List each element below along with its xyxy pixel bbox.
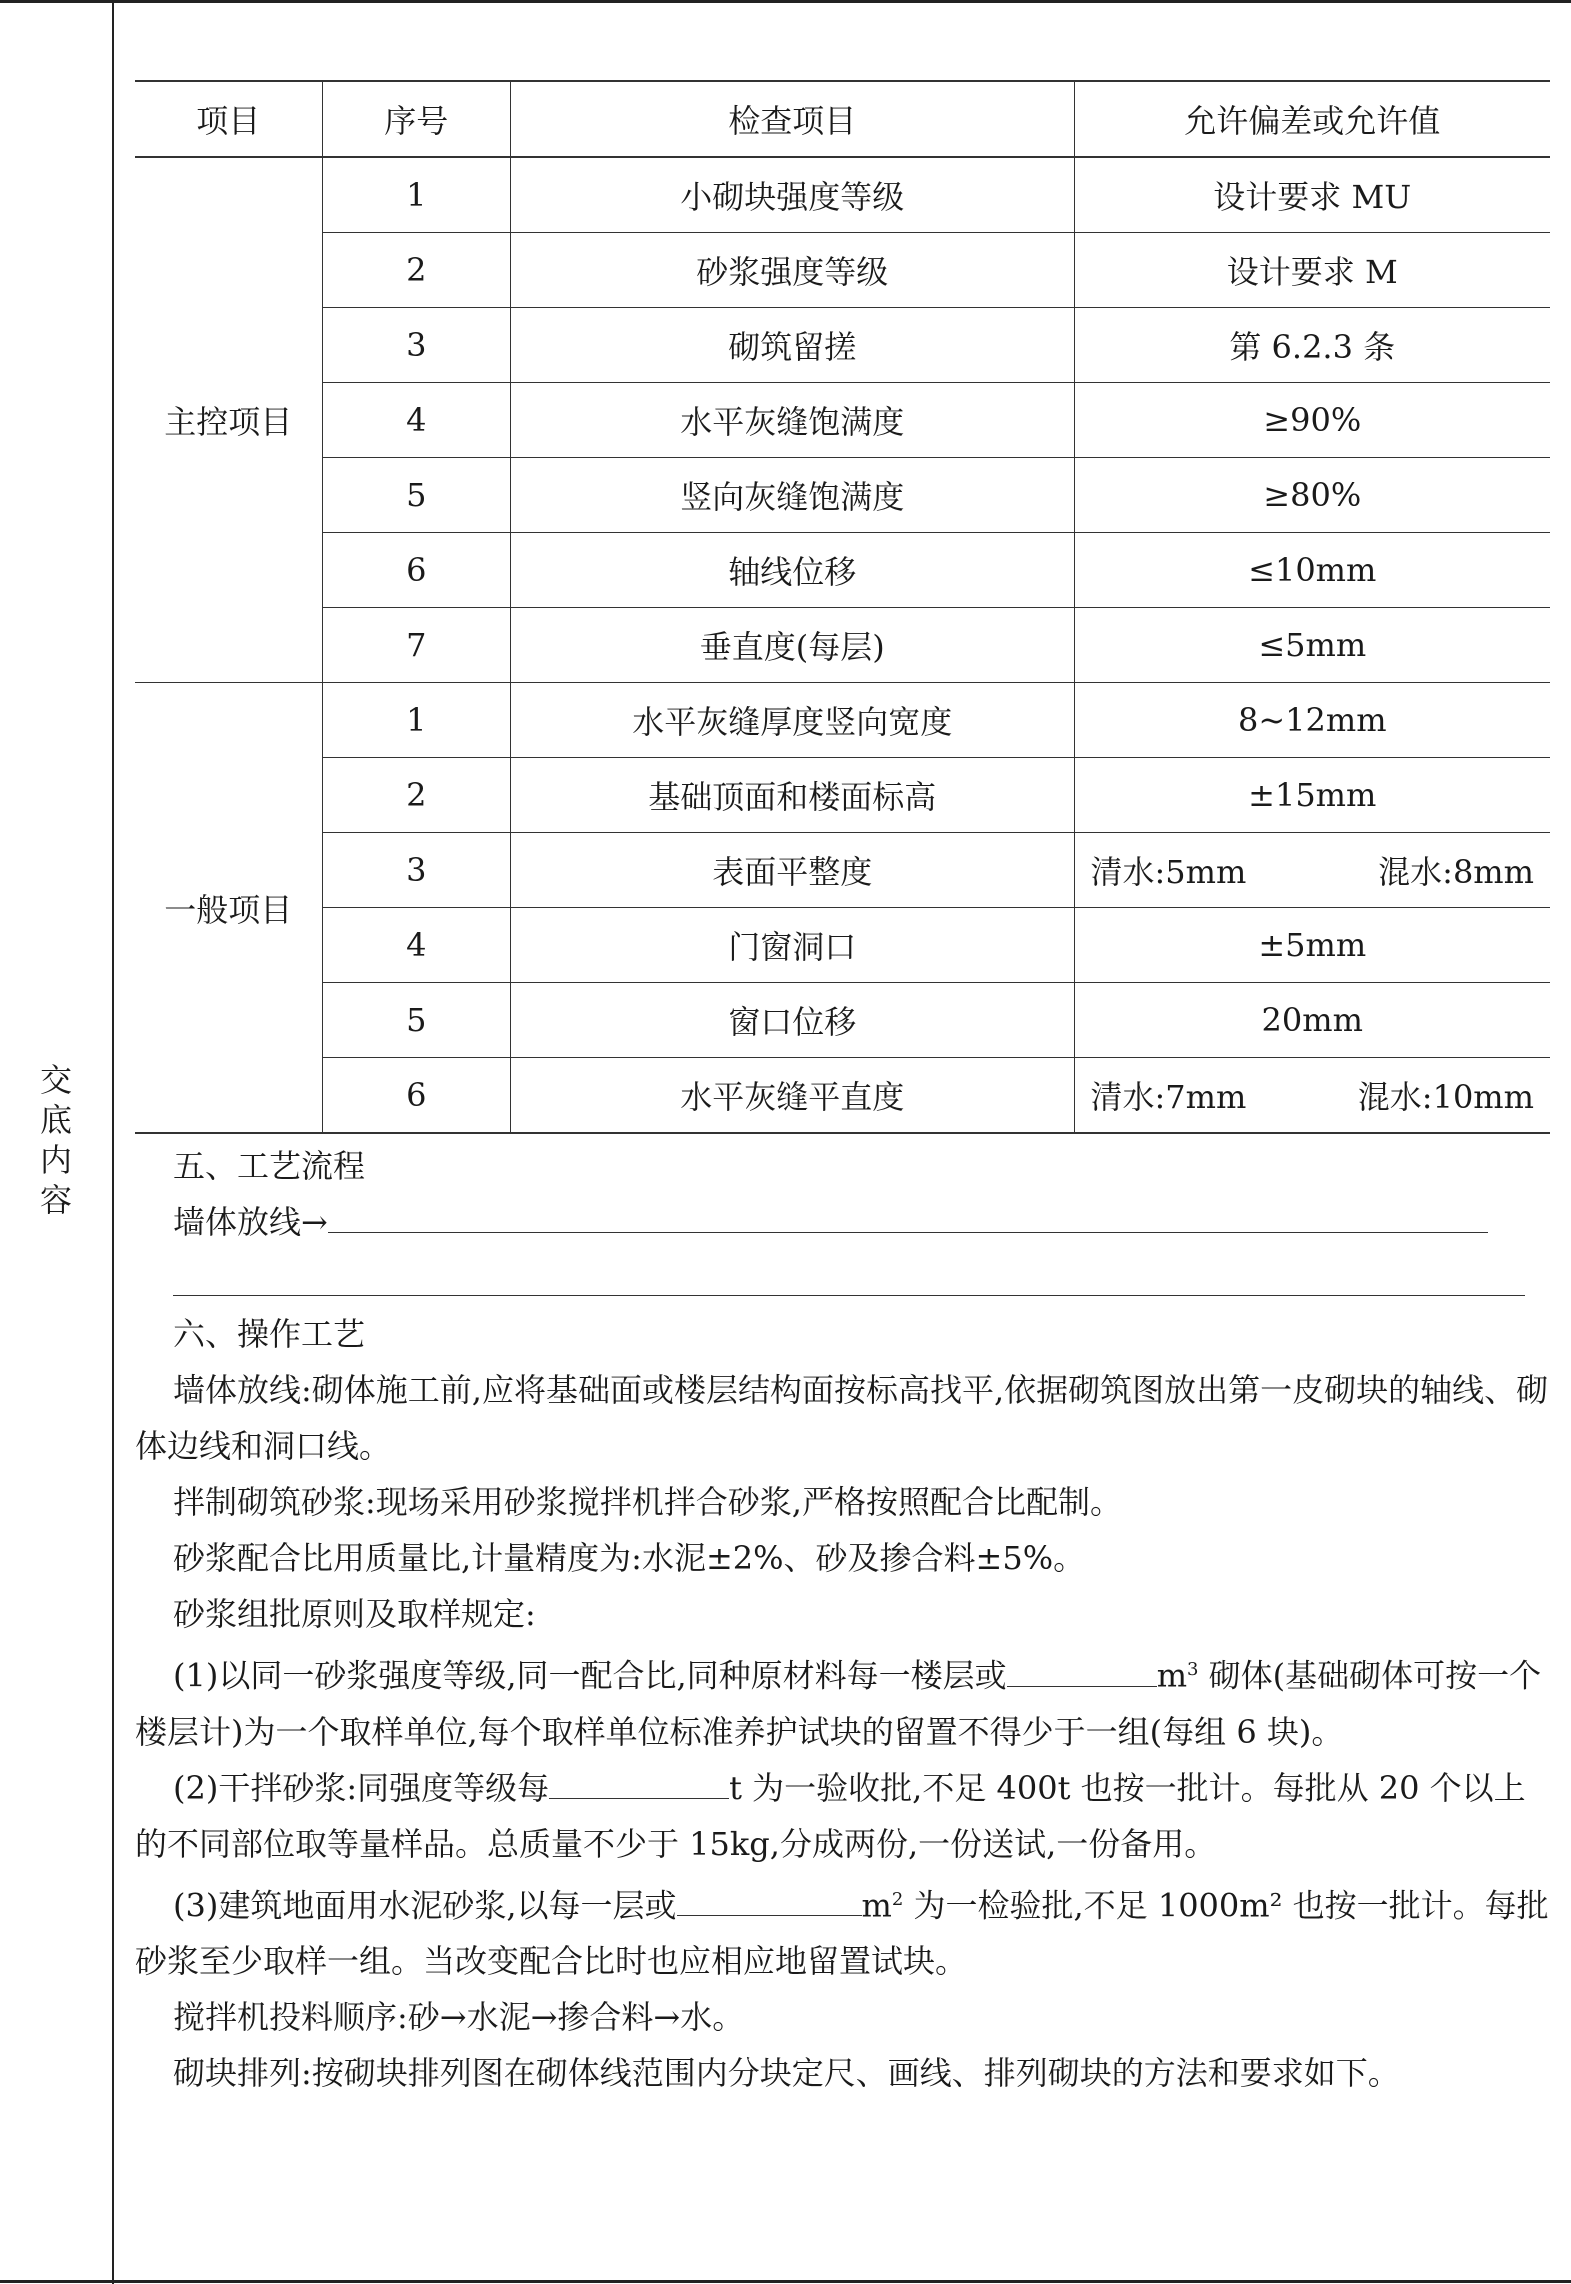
- row-number: 5: [322, 458, 511, 533]
- row-item: 水平灰缝平直度: [511, 1058, 1074, 1134]
- row-number: 1: [322, 683, 511, 758]
- row-value: ±5mm: [1074, 908, 1550, 983]
- left-column-rule: [112, 0, 114, 2284]
- bottom-rule: [0, 2280, 1571, 2283]
- table-row: [135, 608, 1550, 683]
- paragraph-mortar-mixing: 拌制砌筑砂浆:现场采用砂浆搅拌机拌合砂浆,严格按照配合比配制。: [173, 1483, 1122, 1521]
- paragraph-feeding-order: 搅拌机投料顺序:砂→水泥→掺合料→水。: [173, 1998, 745, 2037]
- group-general: 一般项目: [135, 683, 322, 1134]
- side-label: [34, 1060, 78, 1220]
- rule-1-text-a: (1)以同一砂浆强度等级,同一配合比,同种原材料每一楼层或: [173, 1656, 1007, 1695]
- row-number: 4: [322, 908, 511, 983]
- rule-2-text-a: (2)干拌砂浆:同强度等级每: [173, 1768, 550, 1807]
- row-item: 小砌块强度等级: [511, 157, 1074, 233]
- paragraph-rule-2: [135, 1760, 1550, 1872]
- row-item: 竖向灰缝饱满度: [511, 458, 1074, 533]
- table-row: [135, 458, 1550, 533]
- row-value: 设计要求 MU: [1074, 157, 1550, 233]
- row-number: 2: [322, 758, 511, 833]
- table-row: [135, 833, 1550, 908]
- section-6-title: 六、操作工艺: [173, 1315, 366, 1353]
- row-value: ≥80%: [1074, 458, 1550, 533]
- inspection-table: [135, 80, 1550, 1134]
- row-number: 6: [322, 533, 511, 608]
- row-item: 基础顶面和楼面标高: [511, 758, 1074, 833]
- row-item: 砌筑留搓: [511, 308, 1074, 383]
- table-row: [135, 758, 1550, 833]
- row-item: 水平灰缝厚度竖向宽度: [511, 683, 1074, 758]
- rule-3-text-a: (3)建筑地面用水泥砂浆,以每一层或: [173, 1886, 677, 1925]
- row-number: 5: [322, 983, 511, 1058]
- row-item: 门窗洞口: [511, 908, 1074, 983]
- rule-2-text-b: t 为一验收批,不足 400t 也按一批计。每批从 20 个以上的不同部位取等量样品。总质量不少于 15kg,分成两份,一份送试,一份备用。: [135, 1768, 1526, 1863]
- table-row: [135, 908, 1550, 983]
- row-value-split: [1074, 1058, 1550, 1134]
- value-mixed-water: 混水:10mm: [1357, 1078, 1534, 1116]
- row-number: 3: [322, 833, 511, 908]
- rule-1-text-b: 砌体(基础砌体可按一个楼层计)为一个取样单位,每个取样单位标准养护试块的留置不得少于一组(每组 6 块)。: [135, 1656, 1542, 1751]
- rule-1-unit: m: [1156, 1656, 1188, 1695]
- table-row: [135, 983, 1550, 1058]
- side-label-char: 交: [39, 1061, 72, 1099]
- flow-blank-line-2: [135, 1250, 1550, 1306]
- rule-3-blank: [677, 1915, 862, 1916]
- body-text: [135, 1138, 1550, 2101]
- row-item: 砂浆强度等级: [511, 233, 1074, 308]
- table-row: [135, 157, 1550, 233]
- table-row: [135, 533, 1550, 608]
- rule-3-text-b: 为一检验批,不足 1000m² 也按一批计。每批砂浆至少取样一组。当改变配合比时也应相应地留置试块。: [135, 1886, 1549, 1981]
- row-value: ≥90%: [1074, 383, 1550, 458]
- value-mixed-water: 混水:8mm: [1378, 853, 1534, 891]
- rule-1-sup: 3: [1187, 1659, 1199, 1680]
- row-value: 设计要求 M: [1074, 233, 1550, 308]
- paragraph-wall-setout: 墙体放线:砌体施工前,应将基础面或楼层结构面按标高找平,依据砌筑图放出第一皮砌块的轴线、砌体边线和洞口线。: [135, 1371, 1549, 1465]
- row-number: 1: [322, 157, 511, 233]
- row-number: 4: [322, 383, 511, 458]
- side-label-char: 内: [39, 1141, 72, 1179]
- row-item: 水平灰缝饱满度: [511, 383, 1074, 458]
- row-number: 2: [322, 233, 511, 308]
- top-rule: [0, 0, 1571, 3]
- header-item: 检查项目: [511, 81, 1074, 157]
- table-row: [135, 308, 1550, 383]
- table-header-row: [135, 81, 1550, 157]
- table-row: [135, 383, 1550, 458]
- row-item: 垂直度(每层): [511, 608, 1074, 683]
- rule-1-blank: [1007, 1686, 1157, 1687]
- paragraph-block-arrangement: 砌块排列:按砌块排列图在砌体线范围内分块定尺、画线、排列砌块的方法和要求如下。: [173, 2054, 1400, 2093]
- rule-3-unit: m: [861, 1886, 892, 1925]
- header-category: 项目: [135, 81, 322, 157]
- side-label-char: 容: [39, 1181, 72, 1219]
- row-item: 窗口位移: [511, 983, 1074, 1058]
- table-row: [135, 233, 1550, 308]
- row-value: ≤5mm: [1074, 608, 1550, 683]
- flow-line: [135, 1194, 1550, 1250]
- value-clear-water: 清水:7mm: [1090, 1078, 1247, 1116]
- row-value: ≤10mm: [1074, 533, 1550, 608]
- group-main-control: 主控项目: [135, 157, 322, 683]
- value-clear-water: 清水:5mm: [1090, 853, 1247, 891]
- table-row: [135, 683, 1550, 758]
- section-5-title: 五、工艺流程: [173, 1147, 366, 1185]
- flow-start: 墙体放线→: [173, 1203, 328, 1241]
- flow-blank: [328, 1232, 1488, 1233]
- row-number: 7: [322, 608, 511, 683]
- header-number: 序号: [322, 81, 511, 157]
- row-item: 轴线位移: [511, 533, 1074, 608]
- row-value: 8~12mm: [1074, 683, 1550, 758]
- row-number: 3: [322, 308, 511, 383]
- row-value: 第 6.2.3 条: [1074, 308, 1550, 383]
- paragraph-rule-3: [135, 1872, 1550, 1990]
- row-value: 20mm: [1074, 983, 1550, 1058]
- rule-2-blank: [549, 1798, 729, 1799]
- row-value-split: [1074, 833, 1550, 908]
- paragraph-sampling-rules: 砂浆组批原则及取样规定:: [173, 1595, 536, 1633]
- header-tolerance: 允许偏差或允许值: [1074, 81, 1550, 157]
- row-number: 6: [322, 1058, 511, 1134]
- paragraph-mix-ratio: 砂浆配合比用质量比,计量精度为:水泥±2%、砂及掺合料±5%。: [173, 1539, 1086, 1577]
- table-row: [135, 1058, 1550, 1134]
- paragraph-rule-1: [135, 1642, 1550, 1760]
- row-value: ±15mm: [1074, 758, 1550, 833]
- side-label-char: 底: [39, 1101, 72, 1139]
- rule-3-sup: 2: [891, 1888, 904, 1910]
- row-item: 表面平整度: [511, 833, 1074, 908]
